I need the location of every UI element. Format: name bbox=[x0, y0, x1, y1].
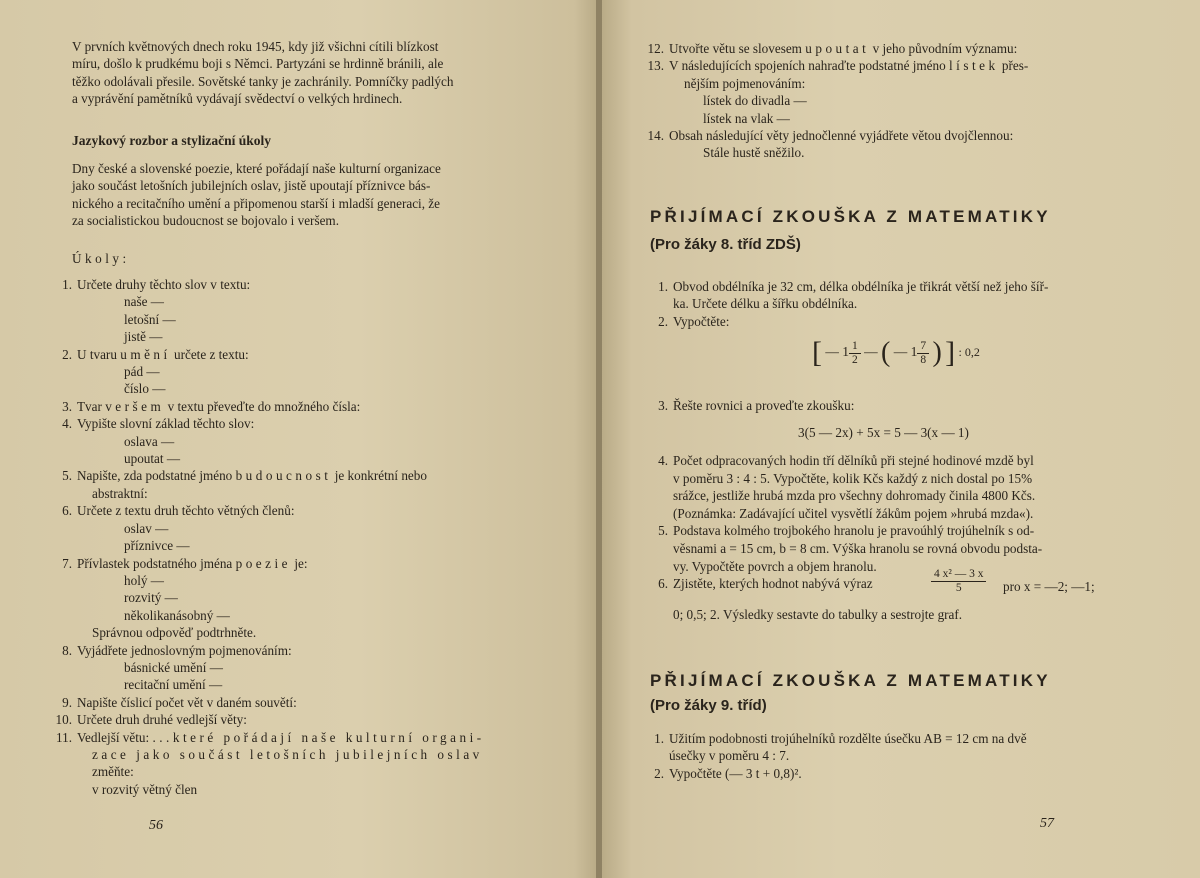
tasks-label: Úkoly: bbox=[72, 251, 130, 266]
task-number: 2. bbox=[62, 346, 72, 362]
exam-subtitle-8: (Pro žáky 8. tříd ZDŠ) bbox=[650, 236, 801, 253]
task-number: 9. bbox=[62, 694, 72, 710]
exam-item-number: 1. bbox=[658, 279, 668, 294]
exam-item-line bbox=[646, 452, 1042, 470]
exam-item-text: úsečky v poměru 4 : 7. bbox=[669, 748, 790, 764]
exam-item-text: vy. Vypočtěte povrch a objem hranolu. bbox=[673, 558, 877, 574]
task-text: v textu převeďte do množného čísla: bbox=[164, 398, 361, 414]
task-subitem: rozvitý — bbox=[124, 590, 178, 606]
task-text: Utvořte větu se slovesem bbox=[669, 41, 806, 56]
exam-item-line bbox=[646, 522, 1042, 540]
exam-item-text: Obvod obdélníka je 32 cm, délka obdélníka je třikrát větší než jeho šíř- bbox=[673, 279, 1049, 294]
task-subitem: Stále hustě sněžilo. bbox=[703, 145, 805, 161]
exam8-items-1-2 bbox=[646, 278, 1048, 330]
task-text: Určete z textu druh těchto větných členů: bbox=[77, 503, 295, 519]
exam-item-number: 4. bbox=[658, 453, 668, 468]
exam-item-text: Podstava kolmého trojbokého hranolu je pravoúhlý trojúhelník s od- bbox=[673, 523, 1035, 539]
exam-item-line bbox=[646, 295, 1048, 312]
task-continuation: změňte: bbox=[92, 764, 134, 780]
task-item bbox=[50, 694, 485, 711]
task-number: 8. bbox=[62, 642, 72, 658]
task-subitem: jistě — bbox=[124, 329, 163, 345]
task-number: 13. bbox=[647, 58, 664, 74]
exam-item-number: 2. bbox=[654, 765, 664, 781]
exam-item-text: srážce, jestliže hrubá mzda pro všechny dohromady činila 4800 Kčs. bbox=[673, 488, 1036, 504]
task-subitem: naše — bbox=[124, 294, 164, 310]
text-line: a vyprávění pamětníků vydávají svědectví o velkých hrdinech. bbox=[72, 91, 403, 107]
spaced-word: upoutat bbox=[805, 41, 870, 56]
text-line: za socialistickou budoucnost se bojovalo i veršem. bbox=[72, 213, 339, 229]
task-subitem: holý — bbox=[124, 572, 164, 588]
task-subitem: pád — bbox=[124, 364, 160, 380]
task-text: Přívlastek podstatného jména bbox=[77, 555, 236, 571]
task-text: je: bbox=[291, 555, 308, 571]
exam-item-line bbox=[646, 397, 854, 414]
task-text: Určete druh druhé vedlejší věty: bbox=[77, 712, 247, 728]
exam-subtitle-9: (Pro žáky 9. tříd) bbox=[650, 697, 767, 714]
exam-item-text: Počet odpracovaných hodin tří dělníků při stejné hodinové mzdě byl bbox=[673, 453, 1034, 468]
poetry-paragraph bbox=[72, 160, 441, 230]
tasks-list bbox=[50, 276, 485, 798]
exam-item-text: Užitím podobnosti trojúhelníků rozdělte úsečku AB = 12 cm na dvě bbox=[669, 731, 1027, 746]
task-text: U tvaru bbox=[77, 346, 121, 362]
text-line: těžko odolávali přesile. Sovětské tanky je zachránily. Pomníčky padlých bbox=[72, 73, 454, 89]
task-text: přes- bbox=[998, 58, 1029, 74]
page-number-left: 56 bbox=[149, 818, 163, 833]
exam-item-line bbox=[642, 730, 1027, 747]
exam-item-number: 2. bbox=[658, 313, 668, 329]
task-number: 1. bbox=[62, 277, 72, 292]
task-subitem: lístek na vlak — bbox=[703, 110, 790, 126]
spaced-word: ...které pořádají naše kulturní organi- bbox=[152, 729, 485, 745]
task-continuation: v rozvitý větný člen bbox=[92, 781, 198, 797]
exam-item-line bbox=[646, 505, 1042, 523]
exam9-items bbox=[642, 730, 1027, 782]
task-number: 11. bbox=[56, 729, 72, 745]
exam-title-9: PŘIJÍMACÍ ZKOUŠKA Z MATEMATIKY bbox=[650, 671, 1051, 690]
text-line: Dny české a slovenské poezie, které pořádají naše kulturní organizace bbox=[72, 161, 441, 176]
task-continuation-spaced: zace jako součást letošních jubilejních oslav bbox=[92, 746, 483, 762]
task-subitem: oslava — bbox=[124, 433, 175, 449]
task-text: V následujících spojeních nahraďte podstatné jméno bbox=[669, 58, 950, 74]
task-item bbox=[642, 127, 1028, 144]
task-item bbox=[50, 415, 485, 432]
intro-paragraph bbox=[72, 38, 453, 108]
exam-item-number: 5. bbox=[658, 523, 668, 539]
task-item bbox=[642, 40, 1028, 57]
exam-item-text: ka. Určete délku a šířku obdélníka. bbox=[673, 296, 858, 312]
task-number: 10. bbox=[55, 712, 72, 728]
task-subitem: upoutat — bbox=[124, 451, 181, 467]
equation: 3(5 — 2x) + 5x = 5 — 3(x — 1) bbox=[798, 425, 969, 440]
task-continuation: nějším pojmenováním: bbox=[684, 75, 806, 91]
exam-item-text: Řešte rovnici a proveďte zkoušku: bbox=[673, 398, 855, 413]
exam-item-line bbox=[642, 747, 1027, 764]
exam-item-number: 6. bbox=[658, 576, 668, 592]
task-subitem: letošní — bbox=[124, 311, 176, 327]
task-subitem: příznivce — bbox=[124, 538, 190, 554]
text-line: jako součást letošních jubilejních oslav, jistě upoutají příznivce bás- bbox=[72, 178, 431, 194]
exam-item-line bbox=[646, 313, 1048, 330]
task-subitem: oslav — bbox=[124, 520, 169, 536]
task-text: je konkrétní nebo bbox=[331, 468, 427, 484]
spaced-word: lístek bbox=[949, 58, 999, 74]
task-item bbox=[50, 398, 485, 415]
task-text: Určete druhy těchto slov v textu: bbox=[77, 277, 251, 292]
exam-item-line bbox=[646, 487, 1042, 505]
exam8-item-6-cont: 0; 0,5; 2. Výsledky sestavte do tabulky a sestrojte graf. bbox=[673, 607, 963, 622]
exam8-item-3 bbox=[646, 397, 854, 414]
task-text: v jeho původním významu: bbox=[869, 41, 1018, 56]
exam-item-line bbox=[642, 765, 1027, 782]
exam-item-line bbox=[646, 540, 1042, 558]
expression-fractions: [ — 1 $\frac{1}{2}$ — ( — 1 $\frac{7}{8}$ ) ] : 0,2 bbox=[812, 336, 980, 369]
task-item bbox=[50, 711, 485, 728]
task-text: Napište, zda podstatné jméno bbox=[77, 468, 236, 484]
tasks-list-continued bbox=[642, 40, 1028, 162]
task-subitem: recitační umění — bbox=[124, 677, 223, 693]
task-item bbox=[50, 502, 485, 519]
spaced-word: budoucnost bbox=[235, 468, 332, 484]
text-line: nického a recitačního umění a připomenou starší i mladší generaci, že bbox=[72, 195, 441, 211]
task-item bbox=[50, 346, 485, 363]
task-number: 3. bbox=[62, 398, 72, 414]
task-number: 4. bbox=[62, 416, 72, 432]
task-number: 7. bbox=[62, 555, 72, 571]
task-subitem: číslo — bbox=[124, 381, 166, 397]
task-text: Napište číslicí počet vět v daném souvětí: bbox=[77, 694, 297, 710]
task-text: Vypište slovní základ těchto slov: bbox=[77, 416, 255, 432]
section-heading: Jazykový rozbor a stylizační úkoly bbox=[72, 133, 272, 148]
task-item bbox=[50, 555, 485, 572]
exam-item-text: věsnami a = 15 cm, b = 8 cm. Výška hranolu se rovná obvodu podsta- bbox=[673, 540, 1043, 556]
task-item bbox=[50, 467, 485, 484]
spaced-word: poezie bbox=[235, 555, 292, 571]
exam-item-line bbox=[646, 470, 1042, 488]
task-subitem: básnické umění — bbox=[124, 659, 223, 675]
exam-item-text: Vypočtěte (— 3 t + 0,8)². bbox=[669, 765, 802, 781]
task-subitem: několikanásobný — bbox=[124, 607, 230, 623]
task-number: 12. bbox=[647, 41, 664, 56]
task-subitem: lístek do divadla — bbox=[703, 93, 807, 109]
task-continuation: abstraktní: bbox=[92, 485, 148, 501]
task-text: Obsah následující věty jednočlenné vyjádřete větou dvojčlennou: bbox=[669, 128, 1014, 144]
task-item bbox=[642, 57, 1028, 74]
task-text: určete z textu: bbox=[170, 346, 249, 362]
text-line: V prvních květnových dnech roku 1945, kdy již všichni cítili blízkost bbox=[72, 39, 439, 54]
exam-title-8: PŘIJÍMACÍ ZKOUŠKA Z MATEMATIKY bbox=[650, 207, 1051, 226]
expression-6: $\frac{\text{4 x² — 3 x}}{5}$ bbox=[931, 568, 986, 595]
task-text: Vedlejší větu: bbox=[77, 729, 153, 745]
task-number: 5. bbox=[62, 468, 72, 484]
exam-item-number: 3. bbox=[658, 398, 668, 413]
task-item bbox=[50, 642, 485, 659]
exam-item-number: 1. bbox=[654, 731, 664, 746]
exam-item-text: Vypočtěte: bbox=[673, 313, 730, 329]
task-item bbox=[50, 729, 485, 746]
exam-item-line bbox=[646, 278, 1048, 295]
task-number: 14. bbox=[647, 128, 664, 144]
task-number: 6. bbox=[62, 503, 72, 519]
text-line: míru, došlo k prudkému boji s Němci. Partyzáni se hrdinně bránili, ale bbox=[72, 56, 444, 72]
task-note: Správnou odpověď podtrhněte. bbox=[92, 625, 257, 641]
task-text: Vyjádřete jednoslovným pojmenováním: bbox=[77, 642, 292, 658]
spaced-word: umění bbox=[120, 346, 171, 362]
exam-item-text: (Poznámka: Zadávající učitel vysvětlí žákům pojem »hrubá mzda«). bbox=[673, 505, 1034, 521]
exam-item-text: Zjistěte, kterých hodnot nabývá výraz bbox=[673, 576, 873, 592]
task-item bbox=[50, 276, 485, 293]
task-text: Tvar bbox=[77, 398, 106, 414]
exam-item-text: v poměru 3 : 4 : 5. Vypočtěte, kolik Kčs každý z nich dostal po 15% bbox=[673, 470, 1033, 486]
spaced-word: veršem bbox=[105, 398, 165, 414]
page-number-right: 57 bbox=[1040, 816, 1054, 831]
expression-6-tail: pro x = —2; —1; bbox=[1003, 579, 1095, 594]
